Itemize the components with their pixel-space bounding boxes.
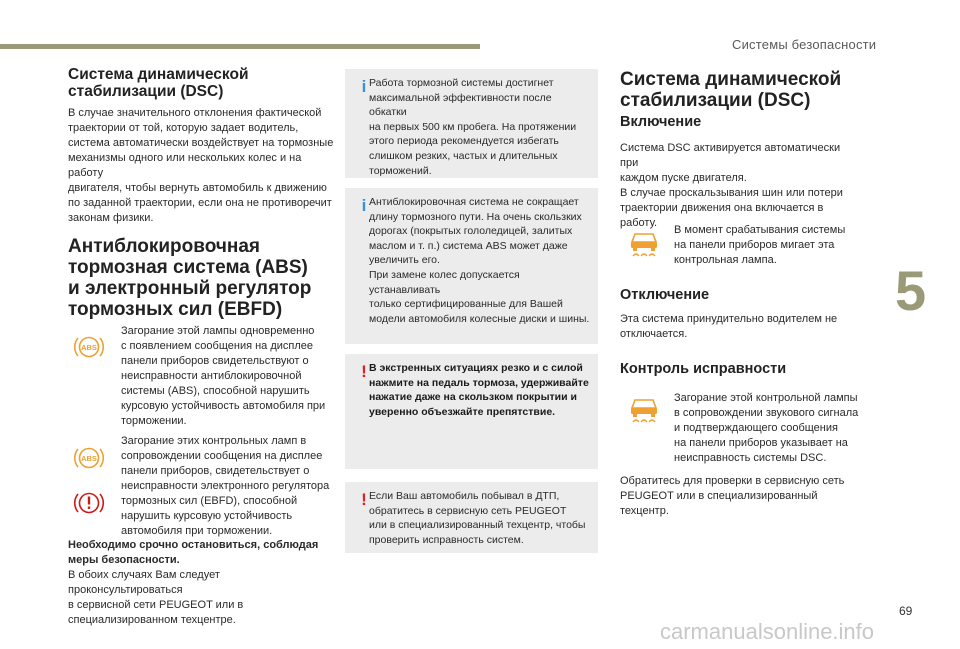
text-line: нажмите на педаль тормоза, удерживайте <box>369 376 589 389</box>
check-text <box>620 474 860 519</box>
chapter-number: 5 <box>895 259 927 322</box>
text-line: Если Ваш автомобиль побывал в ДТП, <box>369 490 560 502</box>
text-line: траектории от той, которую задает водитель, <box>68 122 299 134</box>
text-line: торможений. <box>369 164 432 177</box>
text-line: увеличить его. <box>369 254 440 267</box>
text-line: по заданной траектории, если она не противоречит <box>68 197 332 209</box>
info-icon: i <box>361 77 367 96</box>
warning-icon: ! <box>361 490 367 509</box>
text-line: слишком резких, частых и длительных <box>369 149 558 162</box>
text-line: отключается. <box>620 328 688 340</box>
text-line: Эта система принудительно водителем не <box>620 313 838 325</box>
text-line: двигателя, чтобы вернуть автомобиль к движению <box>68 182 327 194</box>
text-line: PEUGEOT или в специализированный техцентр. <box>620 490 818 517</box>
page-number: 69 <box>899 604 913 618</box>
section-title: Системы безопасности <box>732 37 877 52</box>
text-line: каждом пуске двигателя. <box>620 172 747 184</box>
text-line: панели приборов, свидетельствует о <box>121 465 310 477</box>
text-line: только сертифицированные для Вашей <box>369 298 563 311</box>
warning-box <box>345 354 598 469</box>
text-line: Загорание этой контрольной лампы <box>674 392 858 404</box>
text-line: Антиблокировочная система не сокращает <box>369 196 579 208</box>
skid-car-icon <box>627 230 661 258</box>
dsc-body <box>68 106 336 226</box>
text-line: В экстренных ситуациях резко и с силой <box>369 362 583 374</box>
dsc-main-title <box>620 69 860 111</box>
text-line: нажатие даже на скользком покрытии и <box>369 391 577 404</box>
abs-warning-icon <box>72 332 106 362</box>
text-line: Загорание этой лампы одновременно <box>121 325 315 337</box>
text-line: Загорание этих контрольных ламп в <box>121 435 307 447</box>
text-line: курсовую устойчивость автомобиля при <box>121 400 326 412</box>
text-line: Обратитесь для проверки в сервисную сеть <box>620 475 845 487</box>
on-text <box>620 141 860 231</box>
text-line: торможении. <box>121 415 187 427</box>
text-line: маслом и т. п.) система ABS может даже <box>369 239 568 252</box>
stop-bold-line: меры безопасности. <box>68 554 180 566</box>
text-line: в сопровождении звукового сигнала <box>674 407 859 419</box>
text-line: длину тормозного пути. На очень скользких <box>369 210 582 223</box>
text-line: сопровождении сообщения на дисплее <box>121 450 323 462</box>
check-title: Контроль исправности <box>620 361 787 377</box>
text-line: максимальной эффективности после обкатки <box>369 91 552 119</box>
text-line: В случае проскальзывания шин или потери <box>620 187 843 199</box>
abs-icon-label: ABS <box>81 343 97 352</box>
dsc-title-line: стабилизации (DSC) <box>68 83 224 100</box>
text-line: или в специализированный техцентр, чтобы <box>369 519 586 532</box>
on-title: Включение <box>620 114 702 130</box>
text-line: неисправности антиблокировочной <box>121 370 302 382</box>
stop-bold-line: Необходимо срочно остановиться, соблюдая <box>68 539 319 551</box>
text-line: автомобиля при торможении. <box>121 525 273 537</box>
text-line: В случае значительного отклонения фактической <box>68 107 322 119</box>
text-line: специализированном техцентре. <box>68 614 236 626</box>
dsc-title <box>68 66 336 100</box>
info-box-text <box>369 76 591 178</box>
info-box-text <box>369 195 591 326</box>
info-box <box>345 69 598 178</box>
text-line: на панели приборов указывает на <box>674 437 848 449</box>
abs-indicator-text <box>121 324 336 429</box>
text-line: система автоматически воздействует на тормозные <box>68 137 334 149</box>
title-line: Система динамической <box>620 69 842 90</box>
text-line: на панели приборов мигает эта <box>674 239 835 251</box>
text-line: панели приборов свидетельствуют о <box>121 355 309 367</box>
text-line: траектории движения она включается в работу. <box>620 202 824 229</box>
dsc-title-line: Система динамической <box>68 66 249 83</box>
text-line: уверенно объезжайте препятствие. <box>369 405 556 418</box>
abs-icon-label: ABS <box>81 454 97 463</box>
text-line: и подтверждающего сообщения <box>674 422 838 434</box>
text-line: При замене колес допускается устанавливать <box>369 268 520 296</box>
warning-box <box>345 482 598 553</box>
on-indicator-text <box>674 223 860 268</box>
off-text <box>620 312 860 342</box>
text-line: механизмы одного или нескольких колес и на работу <box>68 152 302 179</box>
text-line: системы (ABS), способной нарушить <box>121 385 310 397</box>
text-line: нарушить курсовую устойчивость <box>121 510 293 522</box>
text-line: дорогах (покрытых гололедицей, залитых <box>369 225 573 238</box>
check-indicator-text <box>674 391 860 466</box>
text-line: проверить исправность систем. <box>369 533 524 546</box>
abs-title-line: тормозных сил (EBFD) <box>68 299 283 320</box>
text-line: законам физики. <box>68 212 154 224</box>
text-line: В момент срабатывания системы <box>674 224 846 236</box>
watermark: carmanualsonline.info <box>660 619 875 644</box>
header-rule <box>0 44 480 49</box>
text-line: в сервисной сети PEUGEOT или в <box>68 599 244 611</box>
text-line: Система DSC активируется автоматически при <box>620 142 841 169</box>
text-line: В обоих случаях Вам следует проконсультироваться <box>68 569 220 596</box>
abs-warning-icon <box>72 443 106 473</box>
text-line: контрольная лампа. <box>674 254 777 266</box>
ebfd-indicator-text <box>121 434 336 539</box>
text-line: с появлением сообщения на дисплее <box>121 340 314 352</box>
brake-warning-icon <box>72 488 106 518</box>
warning-icon: ! <box>361 362 367 381</box>
abs-title-line: Антиблокировочная <box>68 236 260 257</box>
text-line: Работа тормозной системы достигнет <box>369 77 554 89</box>
text-line: неисправности электронного регулятора <box>121 480 330 492</box>
info-icon: i <box>361 196 367 215</box>
info-box <box>345 188 598 344</box>
text-line: неисправность системы DSC. <box>674 452 827 464</box>
text-line: тормозных сил (EBFD), способной <box>121 495 298 507</box>
dsc-section <box>68 66 336 226</box>
text-line: на первых 500 км пробега. На протяжении <box>369 120 577 133</box>
title-line: стабилизации (DSC) <box>620 90 811 111</box>
off-title: Отключение <box>620 287 710 303</box>
abs-title-line: и электронный регулятор <box>68 278 312 299</box>
text-line: этого периода рекомендуется избегать <box>369 135 559 148</box>
text-line: модели автомобиля колесные диски и шины. <box>369 312 590 325</box>
warning-box-text <box>369 361 591 419</box>
warning-box-text <box>369 489 591 547</box>
abs-title-line: тормозная система (ABS) <box>68 257 308 278</box>
skid-car-icon <box>627 396 661 424</box>
stop-warning <box>68 538 336 628</box>
text-line: обратитесь в сервисную сеть PEUGEOT <box>369 504 567 517</box>
abs-title <box>68 236 336 320</box>
